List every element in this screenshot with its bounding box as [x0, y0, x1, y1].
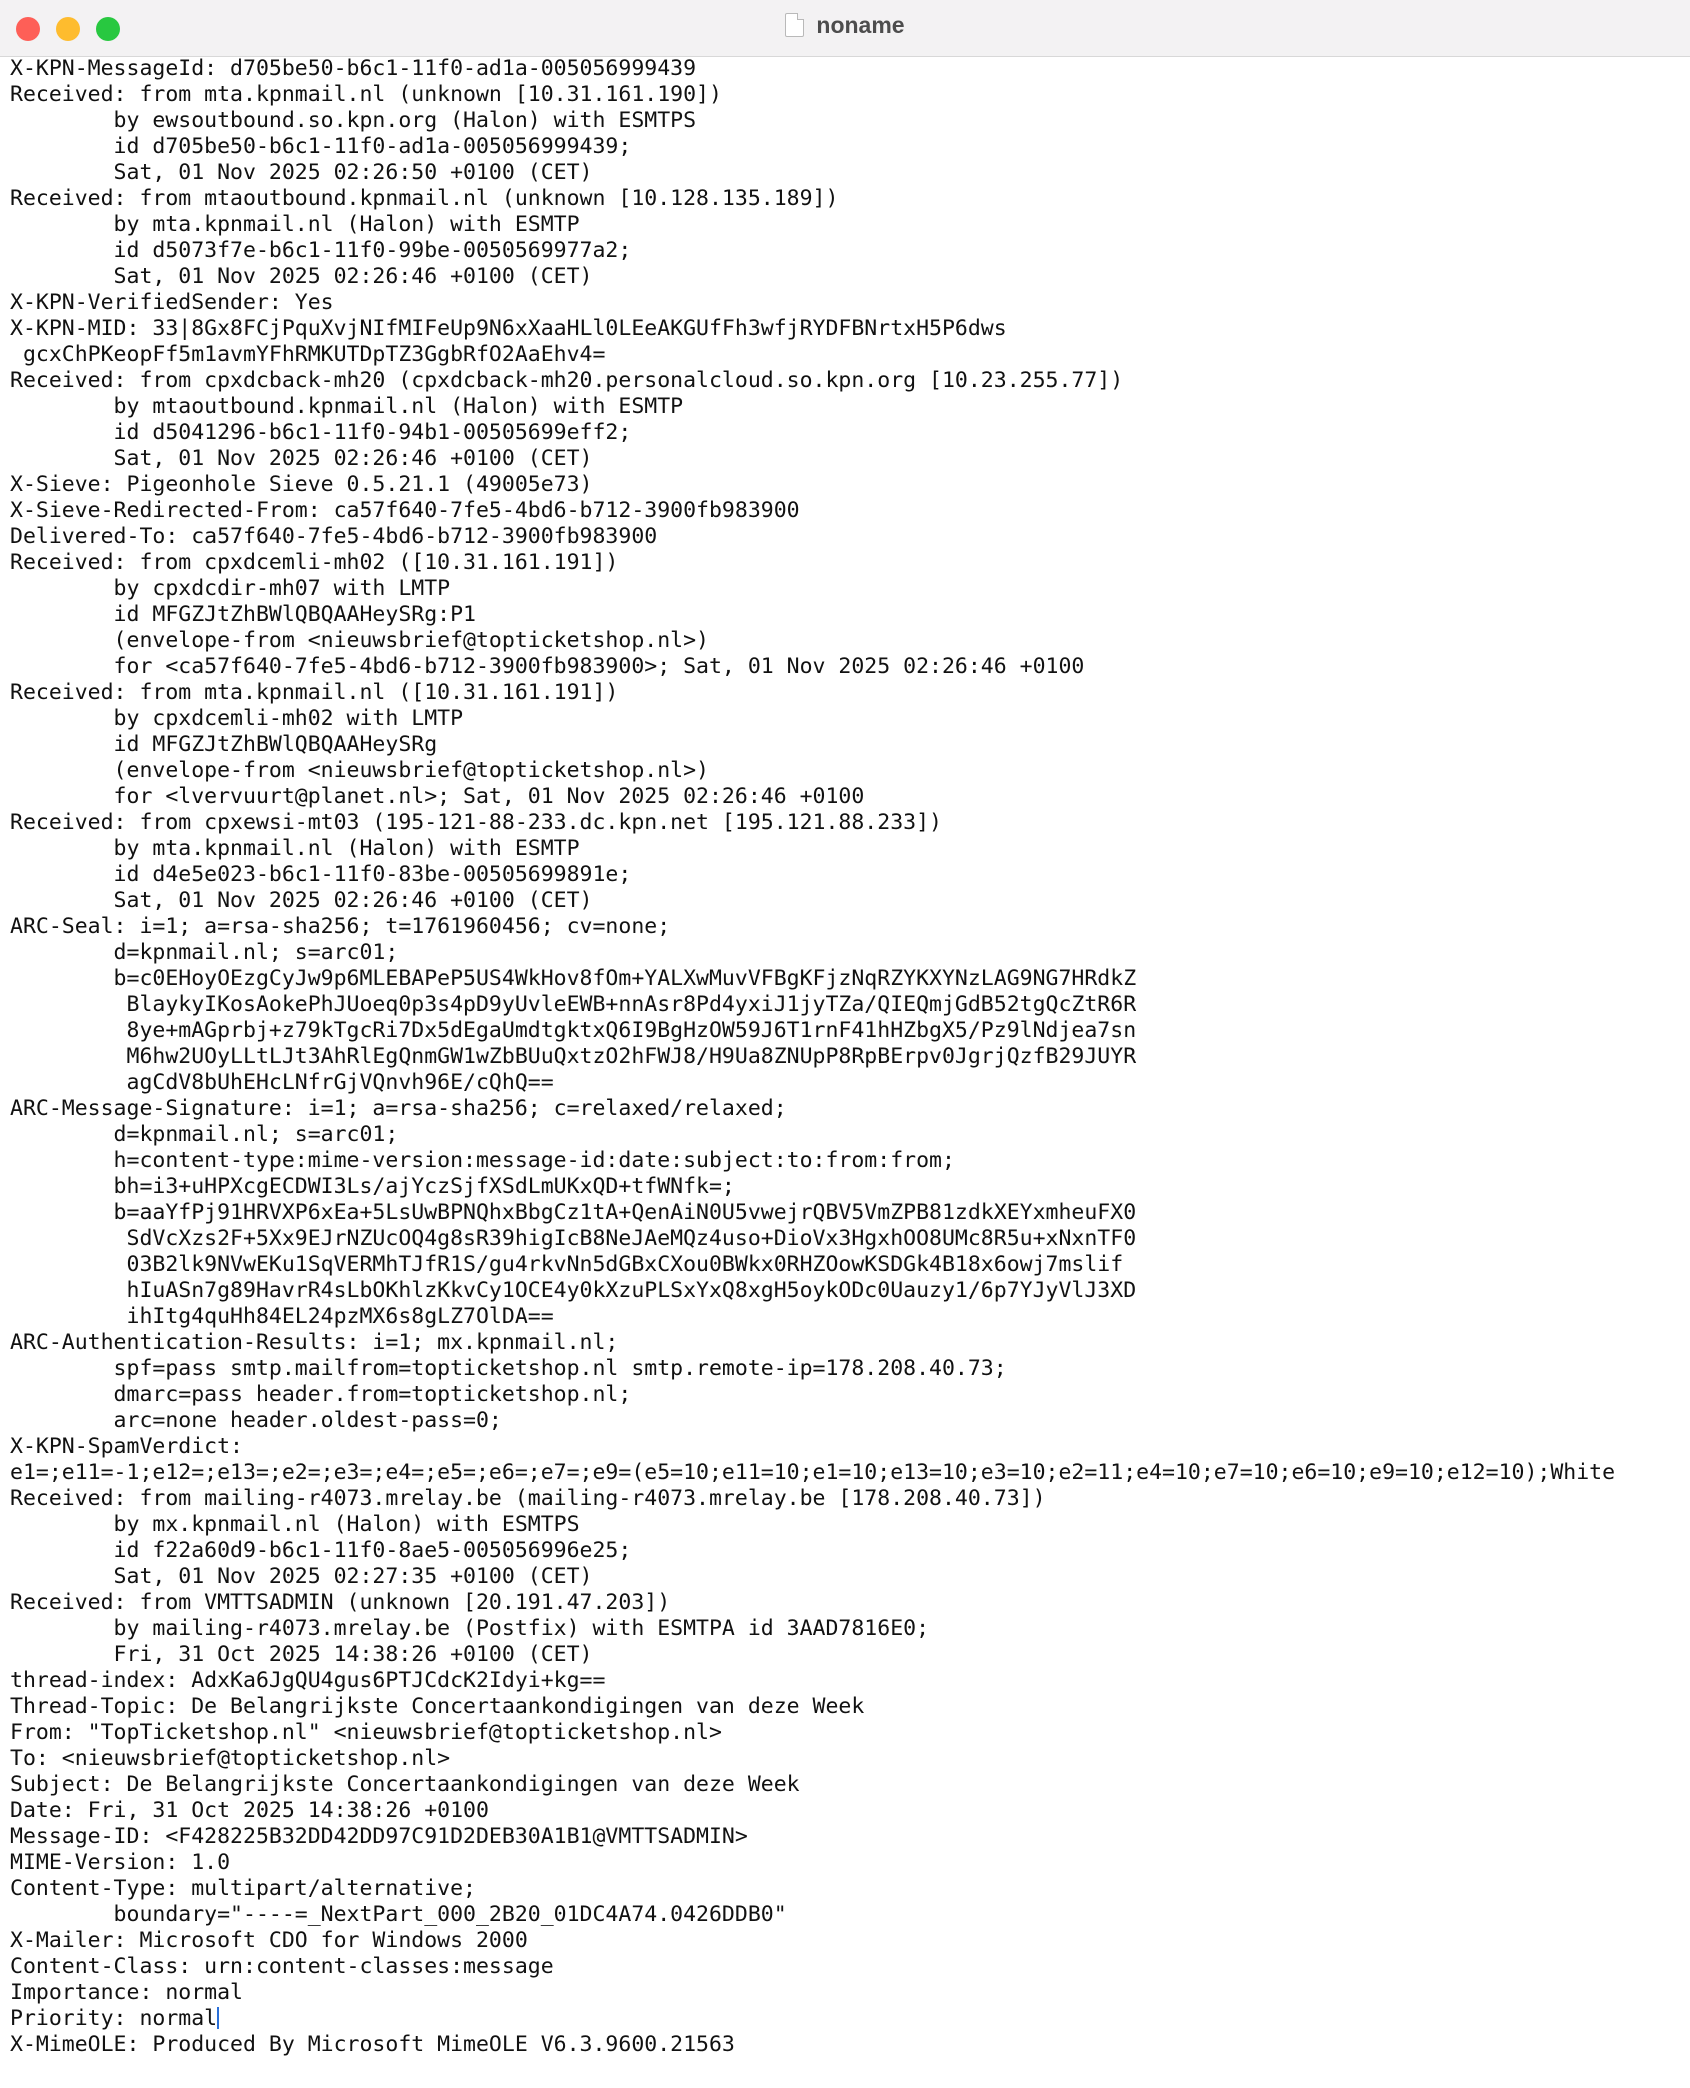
vertical-scrollbar[interactable]	[1676, 60, 1684, 2050]
document-icon	[785, 13, 804, 37]
title-bar[interactable]	[0, 0, 1690, 57]
email-header-last-line[interactable]: X-MimeOLE: Produced By Microsoft MimeOLE V6.3.9600.21563	[10, 2032, 735, 2056]
email-header-body[interactable]: X-KPN-MessageId: d705be50-b6c1-11f0-ad1a-005056999439 Received: from mta.kpnmail.nl (unknown [10.31.161.190]) by ewsoutbound.so.kpn.org (Halon) with ESMTPS id d705be50-b6c1-11f0-ad1a-005056999439; Sat, 01 Nov 2025 02:26:50 +0100 (CET) Received: from mtaoutbound.kpnmail.nl (unknown [10.128.135.189]) by mta.kpnmail.nl (Halon) with ESMTP id d5073f7e-b6c1-11f0-99be-0050569977a2; Sat, 01 Nov 2025 02:26:46 +0100 (CET) X-KPN-VerifiedSender: Yes X-KPN-MID: 33|8Gx8FCjPquXvjNIfMIFeUp9N6xXaaHLl0LEeAKGUfFh3wfjRYDFBNrtxH5P6dws gcxChPKeopFf5m1avmYFhRMKUTDpTZ3GgbRfO2AaEhv4= Received: from cpxdcback-mh20 (cpxdcback-mh20.personalcloud.so.kpn.org [10.23.255.77]) by mtaoutbound.kpnmail.nl (Halon) with ESMTP id d5041296-b6c1-11f0-94b1-00505699eff2; Sat, 01 Nov 2025 02:26:46 +0100 (CET) X-Sieve: Pigeonhole Sieve 0.5.21.1 (49005e73) X-Sieve-Redirected-From: ca57f640-7fe5-4bd6-b712-3900fb983900 Delivered-To: ca57f640-7fe5-4bd6-b712-3900fb983900 Received: from cpxdcemli-mh02 ([10.31.161.191]) by cpxdcdir-mh07 with LMTP id MFGZJtZhBWlQBQAAHeySRg:P1 (envelope-from <nieuwsbrief@topticketshop.nl>) for <ca57f640-7fe5-4bd6-b712-3900fb983900>; Sat, 01 Nov 2025 02:26:46 +0100 Received: from mta.kpnmail.nl ([10.31.161.191]) by cpxdcemli-mh02 with LMTP id MFGZJtZhBWlQBQAAHeySRg (envelope-from <nieuwsbrief@topticketshop.nl>) for <lvervuurt@planet.nl>; Sat, 01 Nov 2025 02:26:46 +0100 Received: from cpxewsi-mt03 (195-121-88-233.dc.kpn.net [195.121.88.233]) by mta.kpnmail.nl (Halon) with ESMTP id d4e5e023-b6c1-11f0-83be-00505699891e; Sat, 01 Nov 2025 02:26:46 +0100 (CET) ARC-Seal: i=1; a=rsa-sha256; t=1761960456; cv=none; d=kpnmail.nl; s=arc01; b=c0EHoyOEzgCyJw9p6MLEBAPeP5US4WkHov8fOm+YALXwMuvVFBgKFjzNqRZYKXYNzLAG9NG7HRdkZ BlaykyIKosAokePhJUoeq0p3s4pD9yUvleEWB+nnAsr8Pd4yxiJ1jyTZa/QIEQmjGdB52tgQcZtR6R 8ye+mAGprbj+z79kTgcRi7Dx5dEgaUmdtgktxQ6I9BgHzOW59J6T1rnF41hHZbgX5/Pz9lNdjea7sn M6hw2UOyLLtLJt3AhRlEgQnmGW1wZbBUuQxtzO2hFWJ8/H9Ua8ZNUpP8RpBErpv0JgrjQzfB29JUYR agCdV8bUhEHcLNfrGjVQnvh96E/cQhQ== ARC-Message-Signature: i=1; a=rsa-sha256; c=relaxed/relaxed; d=kpnmail.nl; s=arc01; h=content-type:mime-version:message-id:date:subject:to:from:from; bh=i3+uHPXcgECDWI3Ls/ajYczSjfXSdLmUKxQD+tfWNfk=; b=aaYfPj91HRVXP6xEa+5LsUwBPNQhxBbgCz1tA+QenAiN0U5vwejrQBV5VmZPB81zdkXEYxmheuFX0 SdVcXzs2F+5Xx9EJrNZUcOQ4g8sR39higIcB8NeJAeMQz4uso+DioVx3HgxhOO8UMc8R5u+xNxnTF0 03B2lk9NVwEKu1SqVERMhTJfR1S/gu4rkvNn5dGBxCXou0BWkx0RHZOowKSDGk4B18x6owj7mslif hIuASn7g89HavrR4sLbOKhlzKkvCy1OCE4y0kXzuPLSxYxQ8xgH5oykODc0Uauzy1/6p7YJyVlJ3XD ihItg4quHh84EL24pzMX6s8gLZ7OlDA== ARC-Authentication-Results: i=1; mx.kpnmail.nl; spf=pass smtp.mailfrom=topticketshop.nl smtp.remote-ip=178.208.40.73; dmarc=pass header.from=topticketshop.nl; arc=none header.oldest-pass=0; X-KPN-SpamVerdict: e1=;e11=-1;e12=;e13=;e2=;e3=;e4=;e5=;e6=;e7=;e9=(e5=10;e11=10;e1=10;e13=10;e3=10;e2=11;e4=10;e7=10;e6=10;e9=10;e12=10);White Received: from mailing-r4073.mrelay.be (mailing-r4073.mrelay.be [178.208.40.73]) by mx.kpnmail.nl (Halon) with ESMTPS id f22a60d9-b6c1-11f0-8ae5-005056996e25; Sat, 01 Nov 2025 02:27:35 +0100 (CET) Received: from VMTTSADMIN (unknown [20.191.47.203]) by mailing-r4073.mrelay.be (Postfix) with ESMTPA id 3AAD7816E0; Fri, 31 Oct 2025 14:38:26 +0100 (CET) thread-index: AdxKa6JgQU4gus6PTJCdcK2Idyi+kg== Thread-Topic: De Belangrijkste Concertaankondigingen van deze Week From: "TopTicketshop.nl" <nieuwsbrief@topticketshop.nl> To: <nieuwsbrief@topticketshop.nl> Subject: De Belangrijkste Concertaankondigingen van deze Week Date: Fri, 31 Oct 2025 14:38:26 +0100 Message-ID: <F428225B32DD42DD97C91D2DEB30A1B1@VMTTSADMIN> MIME-Version: 1.0 Content-Type: multipart/alternative; boundary="----=_NextPart_000_2B20_01DC4A74.0426DDB0" X-Mailer: Microsoft CDO for Windows 2000 Content-Class: urn:content-classes:message Importance: normal Priority: normal	[10, 56, 1616, 2031]
email-header-text[interactable]	[0, 56, 1690, 2056]
text-cursor	[217, 2007, 219, 2029]
window-title-area	[0, 12, 1690, 39]
window-title: noname	[816, 12, 905, 38]
text-editor-area[interactable]	[0, 56, 1690, 2056]
